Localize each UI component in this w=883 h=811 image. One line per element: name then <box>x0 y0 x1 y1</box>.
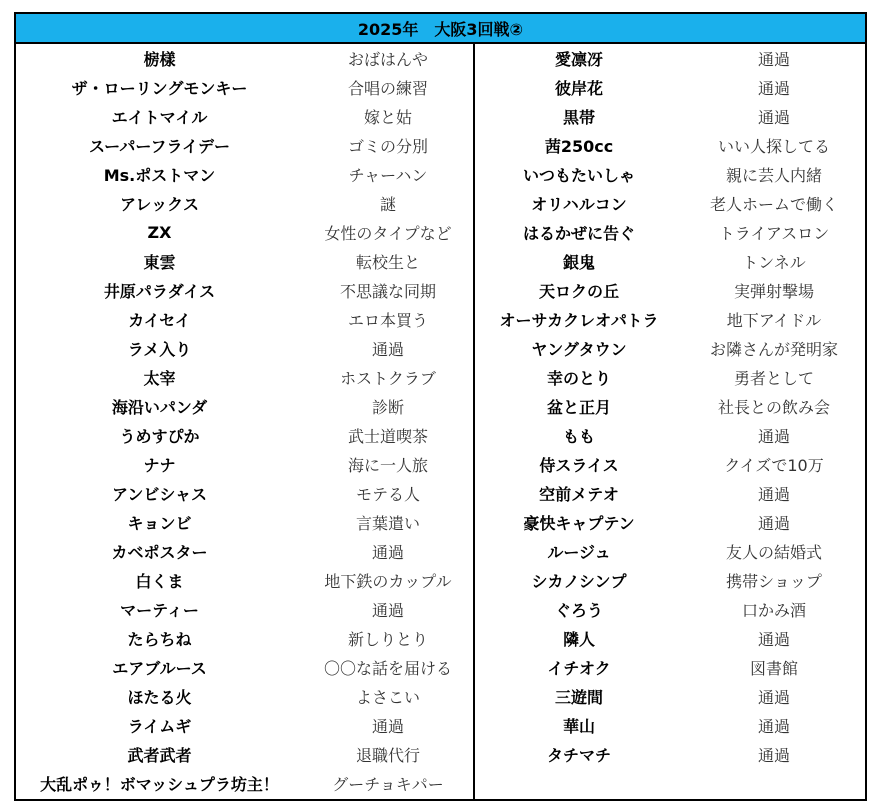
combo-name: ナナ <box>143 456 176 475</box>
combo-result: 武士道喫茶 <box>347 427 428 446</box>
combo-name: オリハルコン <box>531 195 627 214</box>
result-row <box>16 160 473 189</box>
result-row <box>475 276 865 305</box>
combo-result: ゴミの分別 <box>347 137 428 156</box>
combo-name: 海沿いパンダ <box>111 398 208 417</box>
combo-name: ヤングタウン <box>531 340 627 359</box>
combo-name: 盆と正月 <box>546 398 611 417</box>
combo-name: Ms.ポストマン <box>103 166 216 185</box>
combo-name: はるかぜに告ぐ <box>522 224 635 243</box>
combo-name: もも <box>562 427 595 446</box>
combo-result: 合唱の練習 <box>347 79 428 98</box>
result-row <box>475 421 865 450</box>
result-row <box>16 566 473 595</box>
combo-name: イチオク <box>547 659 611 678</box>
combo-name: うめすぴか <box>119 427 200 446</box>
combo-name: いつもたいしゃ <box>522 166 635 185</box>
result-row <box>475 537 865 566</box>
combo-name: ルージュ <box>547 543 611 562</box>
combo-result: いい人探してる <box>717 137 830 156</box>
result-row <box>475 160 865 189</box>
combo-name: アレックス <box>119 195 200 214</box>
combo-result: お隣さんが発明家 <box>709 340 838 359</box>
combo-result: 謎 <box>379 195 396 214</box>
combo-name: 椖樣 <box>143 50 176 69</box>
result-row <box>475 740 865 769</box>
combo-name: 白くま <box>135 572 184 591</box>
combo-result: 勇者として <box>733 369 814 388</box>
combo-result: 海に一人旅 <box>347 456 428 475</box>
combo-result: モテる人 <box>355 485 420 504</box>
combo-name: 武者武者 <box>127 746 192 765</box>
combo-result: 携帯ショップ <box>726 572 822 591</box>
combo-result: 通過 <box>371 601 404 620</box>
combo-result: 〇〇な話を届ける <box>323 659 452 678</box>
result-row <box>475 566 865 595</box>
result-row <box>16 537 473 566</box>
result-row <box>16 711 473 740</box>
combo-name: ZX <box>147 223 172 242</box>
result-row <box>16 479 473 508</box>
combo-result: 通過 <box>371 340 404 359</box>
combo-result: 転校生と <box>355 253 420 272</box>
combo-name: アンビシャス <box>111 485 208 504</box>
combo-name: キョンビ <box>127 514 192 533</box>
combo-result: おばはんや <box>347 50 428 69</box>
combo-name: スーパーフライデー <box>88 137 231 156</box>
result-row <box>475 624 865 653</box>
combo-name: 東雲 <box>143 253 176 272</box>
combo-name: オーサカクレオパトラ <box>499 311 659 330</box>
combo-result: 地下アイドル <box>726 311 822 330</box>
combo-name: 幸のとり <box>546 369 611 388</box>
result-row <box>475 450 865 479</box>
result-row <box>475 653 865 682</box>
combo-result: 通過 <box>757 485 790 504</box>
combo-result: 友人の結婚式 <box>725 543 822 562</box>
combo-result: 図書館 <box>749 659 798 678</box>
combo-name: ほたる火 <box>127 688 192 707</box>
combo-result: 女性のタイプなど <box>324 224 452 243</box>
result-row <box>475 218 865 247</box>
combo-result: 通過 <box>757 108 790 127</box>
result-row <box>16 247 473 276</box>
result-row <box>475 479 865 508</box>
combo-name: 銀鬼 <box>562 253 595 272</box>
left-results-column <box>16 44 475 799</box>
combo-name: カイセイ <box>128 311 191 330</box>
combo-result: 老人ホームで働く <box>709 195 838 214</box>
combo-name: ザ・ローリングモンキー <box>71 79 248 98</box>
combo-result: トンネル <box>742 253 806 272</box>
combo-result: 通過 <box>757 717 790 736</box>
result-row <box>16 769 473 798</box>
result-row <box>16 334 473 363</box>
right-results-column <box>475 44 865 799</box>
combo-result: 通過 <box>757 514 790 533</box>
combo-result: ホストクラブ <box>340 369 436 388</box>
result-row <box>16 363 473 392</box>
result-row <box>475 189 865 218</box>
combo-result: エロ本買う <box>347 311 428 330</box>
combo-name: カベポスター <box>111 543 208 562</box>
combo-name: 彼岸花 <box>554 79 603 98</box>
result-row <box>16 740 473 769</box>
combo-name: 愛凛冴 <box>554 50 603 69</box>
combo-name: 空前メテオ <box>539 485 619 504</box>
combo-name: エアブルース <box>112 659 207 678</box>
result-row <box>16 44 473 73</box>
combo-result: 通過 <box>757 50 790 69</box>
result-row <box>475 305 865 334</box>
result-row <box>16 305 473 334</box>
result-row <box>475 682 865 711</box>
combo-name: ラメ入り <box>127 340 192 359</box>
combo-result: 通過 <box>371 717 404 736</box>
combo-name: 天ロクの丘 <box>538 282 619 301</box>
result-row <box>475 102 865 131</box>
combo-result: トライアスロン <box>718 224 830 243</box>
result-row <box>16 421 473 450</box>
combo-result: 言葉遣い <box>355 514 420 533</box>
combo-result: 診断 <box>371 398 404 417</box>
result-row <box>475 44 865 73</box>
results-columns <box>16 44 865 799</box>
combo-result: チャーハン <box>348 166 428 185</box>
combo-name: 大乱ポゥ！ボマッシュプラ坊主！ <box>40 775 279 794</box>
result-row <box>16 682 473 711</box>
combo-result: 通過 <box>757 630 790 649</box>
result-row <box>16 653 473 682</box>
combo-result: 通過 <box>757 79 790 98</box>
combo-result: 社長との飲み会 <box>717 398 830 417</box>
result-row <box>475 508 865 537</box>
result-row <box>16 450 473 479</box>
combo-result: 通過 <box>371 543 404 562</box>
result-row <box>16 218 473 247</box>
combo-result: 嫁と姑 <box>363 108 412 127</box>
combo-name: 茜250cc <box>544 137 614 156</box>
combo-name: たらちね <box>127 630 192 649</box>
result-row <box>16 595 473 624</box>
combo-result: 親に芸人内緒 <box>725 166 822 185</box>
result-row <box>16 102 473 131</box>
combo-name: 黒帯 <box>562 108 595 127</box>
combo-name: 豪快キャプテン <box>523 514 635 533</box>
combo-result: 不思議な同期 <box>339 282 436 301</box>
combo-name: 三遊間 <box>554 688 603 707</box>
combo-result: 口かみ酒 <box>741 601 806 620</box>
results-sheet <box>14 12 867 801</box>
result-row <box>16 624 473 653</box>
result-row <box>475 595 865 624</box>
result-row <box>475 392 865 421</box>
combo-result: 地下鉄のカップル <box>324 572 452 591</box>
combo-result: 実弾射撃場 <box>733 282 814 301</box>
combo-name: シカノシンプ <box>531 572 627 591</box>
result-row <box>16 276 473 305</box>
combo-result: 通過 <box>757 746 790 765</box>
combo-name: 太宰 <box>143 369 176 388</box>
combo-result: 通過 <box>757 427 790 446</box>
combo-result: よさこい <box>355 688 420 707</box>
result-row <box>16 189 473 218</box>
combo-name: 井原パラダイス <box>103 282 216 301</box>
result-row <box>475 247 865 276</box>
combo-name: 隣人 <box>562 630 595 649</box>
combo-name: ライムギ <box>127 717 192 736</box>
combo-name: マーティー <box>120 601 199 620</box>
combo-result: グーチョキパー <box>332 775 444 794</box>
result-row <box>16 73 473 102</box>
result-row <box>475 131 865 160</box>
combo-name: 華山 <box>562 717 595 736</box>
result-row <box>475 363 865 392</box>
result-row <box>16 131 473 160</box>
result-row <box>16 508 473 537</box>
combo-name: タチマチ <box>546 746 611 765</box>
combo-name: ぐろう <box>554 601 603 620</box>
combo-result: 新しりとり <box>347 630 428 649</box>
combo-name: 侍スライス <box>539 456 619 475</box>
result-row <box>475 73 865 102</box>
combo-result: クイズで10万 <box>724 456 824 475</box>
combo-result: 通過 <box>757 688 790 707</box>
result-row <box>475 711 865 740</box>
result-row <box>475 334 865 363</box>
combo-result: 退職代行 <box>355 746 420 765</box>
sheet-title: 2025年 大阪3回戦② <box>16 14 865 44</box>
result-row <box>16 392 473 421</box>
combo-name: エイトマイル <box>111 108 208 127</box>
